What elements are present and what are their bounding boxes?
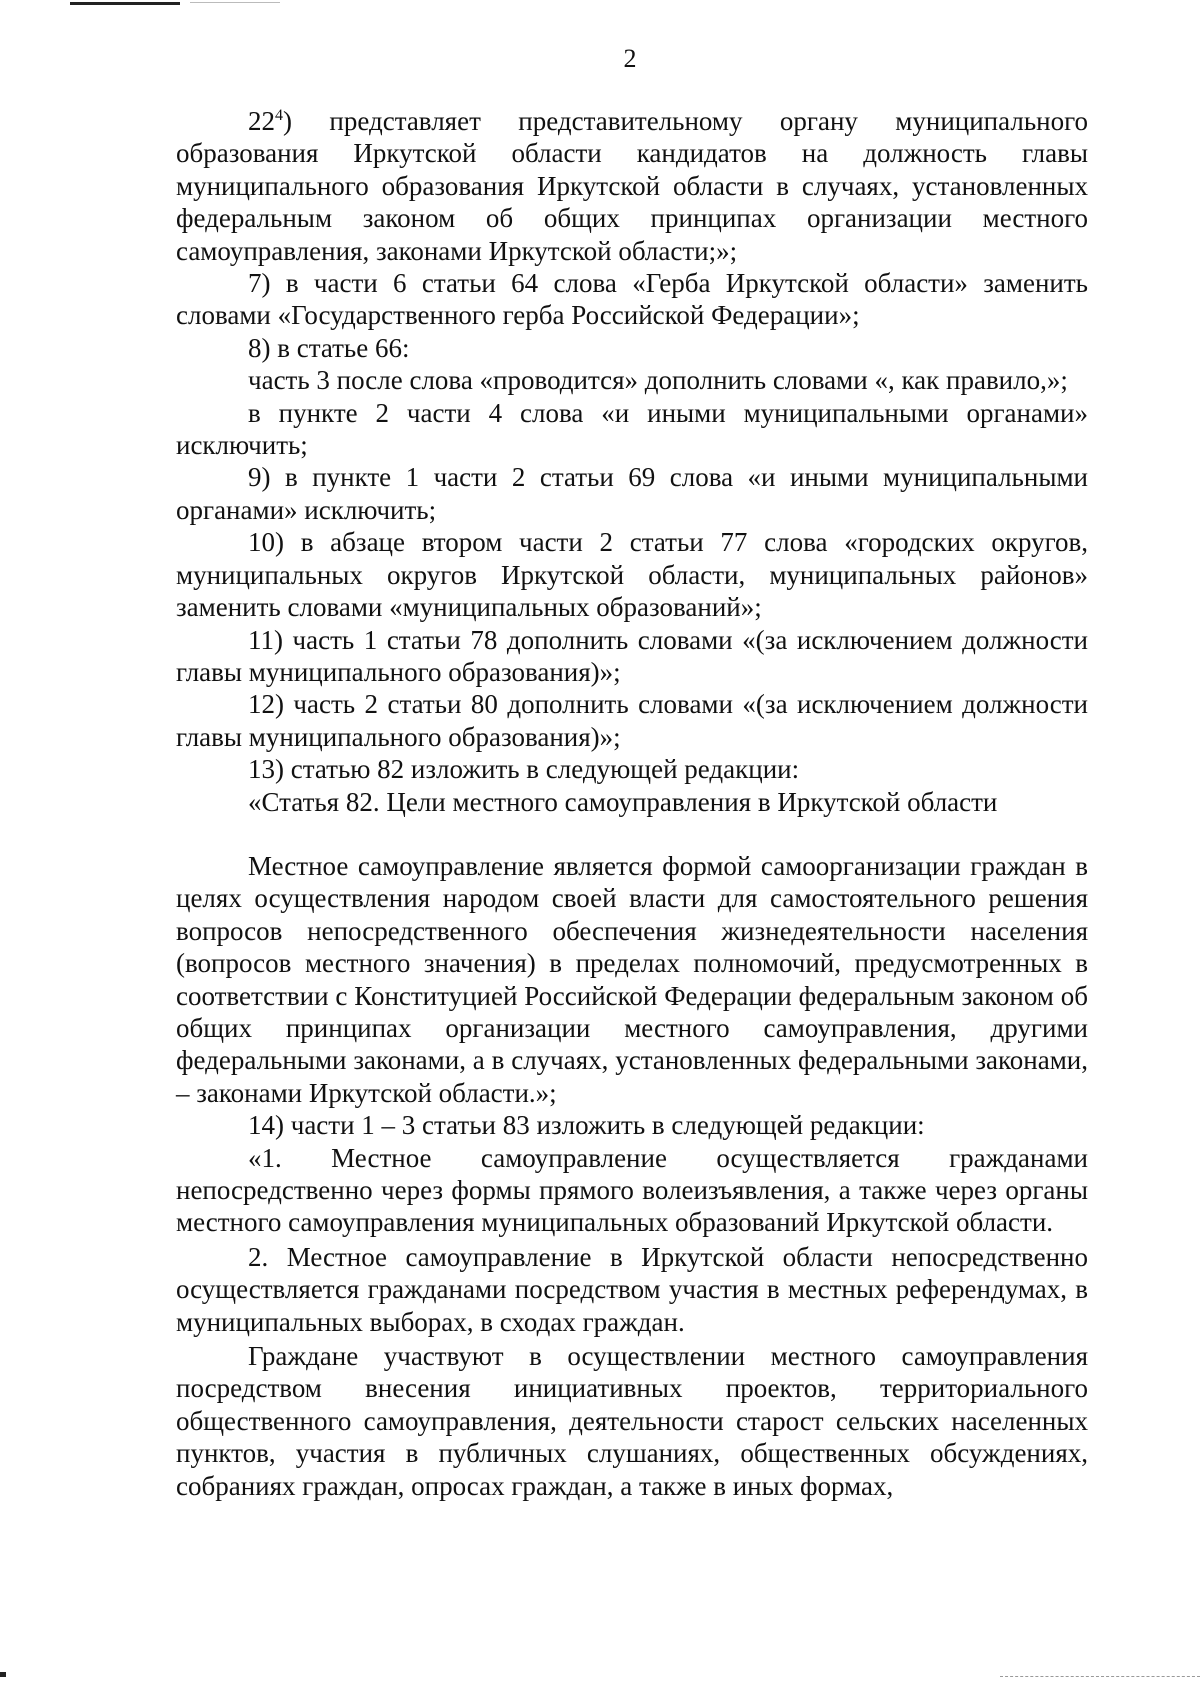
paragraph-item-9: 9) в пункте 1 части 2 статьи 69 слова «и иными муниципальными органами» исключить; [176, 462, 1088, 525]
paragraph-item-8: 8) в статье 66: [248, 332, 410, 363]
document-body [176, 105, 1088, 1502]
paragraph-item-8-part-3: часть 3 после слова «проводится» дополнить словами «, как правило,»; [248, 365, 1068, 396]
item-number: 22 [248, 106, 275, 136]
paragraph-item-13: 13) статью 82 изложить в следующей редакции: [248, 754, 800, 785]
paragraph-item-10: 10) в абзаце втором части 2 статьи 77 слова «городских округов, муниципальных округов Иркутской области, муниципальных районов» заменить словами «муниципальных образований»; [176, 527, 1088, 623]
paragraph-22-4 [176, 105, 1088, 267]
article-83-part-1: «1. Местное самоуправление осуществляется гражданами непосредственно через формы прямого волеизъявления, а также через органы местного самоуправления муниципальных образований Иркутской области. [176, 1142, 1088, 1238]
paragraph-item-11: 11) часть 1 статьи 78 дополнить словами «(за исключением должности главы муниципального образования)»; [176, 624, 1088, 687]
article-83-part-2: 2. Местное самоуправление в Иркутской области непосредственно осуществляется гражданами посредством участия в местных референдумах, в муниципальных выборах, в сходах граждан. [176, 1241, 1088, 1337]
article-82-heading: «Статья 82. Цели местного самоуправления в Иркутской области [248, 786, 998, 817]
scan-artifact-bottom-right [1000, 1676, 1200, 1677]
item-superscript: 4 [275, 107, 283, 124]
scan-artifact-bottom-left [0, 1672, 6, 1677]
article-82-text: Местное самоуправление является формой самоорганизации граждан в целях осуществления народом своей власти для самостоятельного решения вопросов непосредственного обеспечения жизнедеятельности населения (вопросов местного значения) в пределах полномочий, предусмотренных в соответствии с Конституцией Российской Федерации федеральным законом об общих принципах организации местного самоуправления, другими федеральными законами, а в случаях, установленных федеральными законами, – законами Иркутской области.»; [176, 850, 1088, 1108]
paragraph-item-14: 14) части 1 – 3 статьи 83 изложить в следующей редакции: [248, 1110, 925, 1141]
paragraph-item-7: 7) в части 6 статьи 64 слова «Герба Иркутской области» заменить словами «Государственного герба Российской Федерации»; [176, 268, 1088, 331]
page-number: 2 [623, 44, 637, 73]
paragraph-item-12: 12) часть 2 статьи 80 дополнить словами «(за исключением должности главы муниципального образования)»; [176, 689, 1088, 752]
scan-artifact-top-faint [190, 2, 280, 3]
article-83-part-2-continued: Граждане участвуют в осуществлении местного самоуправления посредством внесения инициативных проектов, территориального общественного самоуправления, деятельности старост сельских населенных пунктов, участия в публичных слушаниях, общественных обсуждениях, собраниях граждан, опросах граждан, а также в иных формах, [176, 1341, 1088, 1501]
scan-artifact-top [70, 2, 180, 5]
paragraph-text: ) представляет представительному органу муниципального образования Иркутской области кандидатов на должность главы муниципального образования Иркутской области в случаях, установленных федеральным законом об общих принципах организации местного самоуправления, законами Иркутской области;»; [176, 106, 1088, 266]
paragraph-item-8-part-4: в пункте 2 части 4 слова «и иными муниципальными органами» исключить; [176, 397, 1088, 461]
